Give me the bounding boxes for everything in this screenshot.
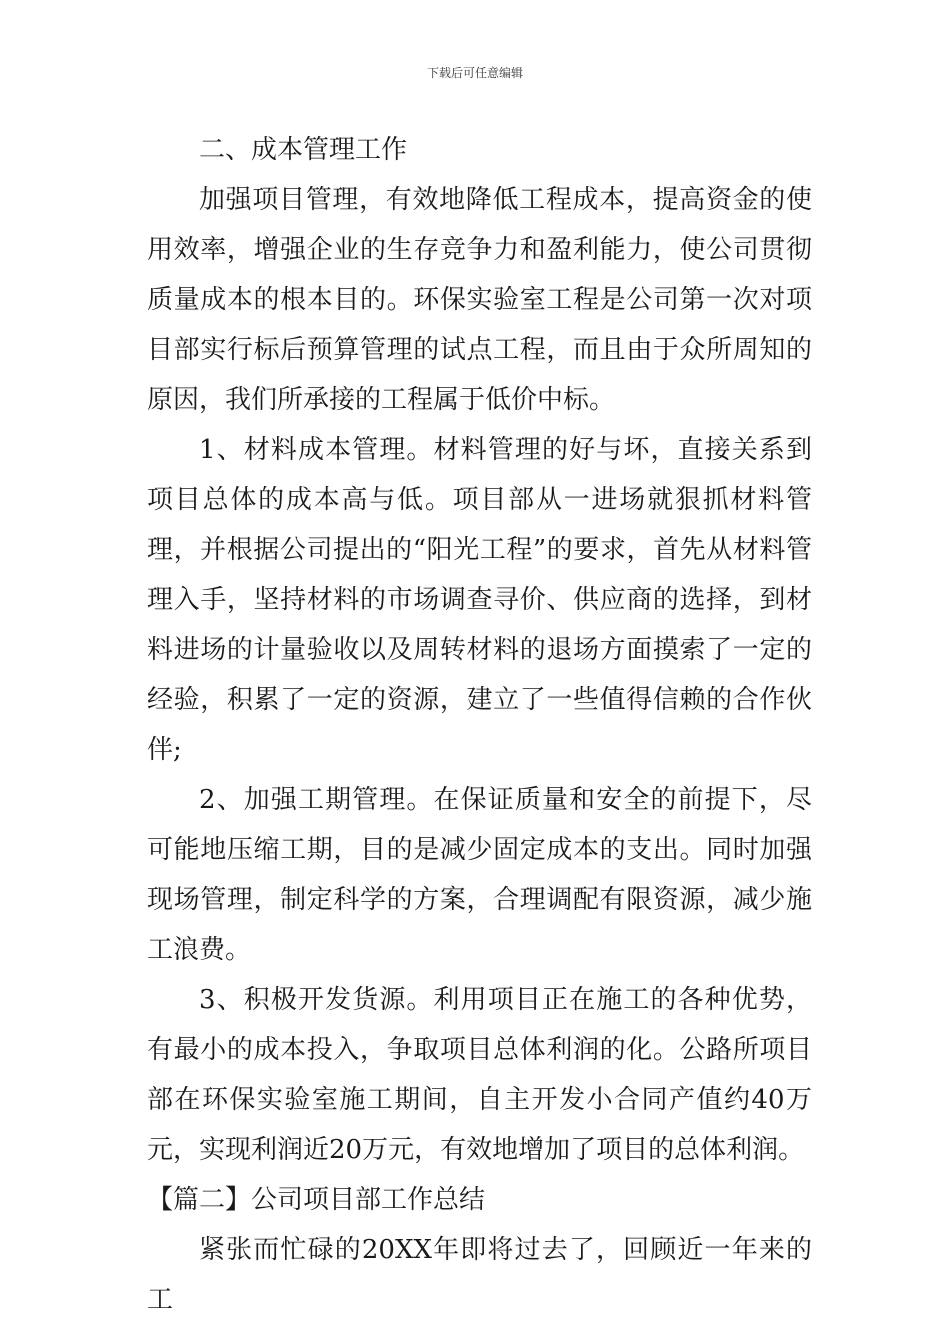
paragraph-schedule-management: 2、加强工期管理。在保证质量和安全的前提下，尽可能地压缩工期，目的是减少固定成本的支出。同时加强现场管理，制定科学的方案，合理调配有限资源，减少施工浪费。	[147, 785, 812, 965]
section-heading-part-two: 【篇二】公司项目部工作总结	[147, 1185, 486, 1215]
paragraph-material-cost: 1、材料成本管理。材料管理的好与坏，直接关系到项目总体的成本高与低。项目部从一进场就狠抓材料管理，并根据公司提出的“阳光工程”的要求，首先从材料管理入手，坚持材料的市场调查寻价、供应商的选择，到材料进场的计量验收以及周转材料的退场方面摸索了一定的经验，积累了一定的资源，建立了一些值得信赖的合作伙伴;	[147, 435, 812, 765]
paragraph-develop-sources: 3、积极开发货源。利用项目正在施工的各种优势，有最小的成本投入，争取项目总体利润的化。公路所项目部在环保实验室施工期间，自主开发小合同产值约40万元，实现利润近20万元，有效地增加了项目的总体利润。	[147, 985, 812, 1165]
paragraph-project-management: 加强项目管理，有效地降低工程成本，提高资金的使用效率，增强企业的生存竞争力和盈利能力，使公司贯彻质量成本的根本目的。环保实验室工程是公司第一次对项目部实行标后预算管理的试点工程，而且由于众所周知的原因，我们所承接的工程属于低价中标。	[147, 185, 812, 415]
document-body	[147, 125, 812, 1325]
page-header-note: 下载后可任意编辑	[426, 66, 523, 80]
section-heading-cost-management: 二、成本管理工作	[199, 135, 408, 165]
paragraph-year-review: 紧张而忙碌的20XX年即将过去了，回顾近一年来的工	[147, 1235, 812, 1315]
